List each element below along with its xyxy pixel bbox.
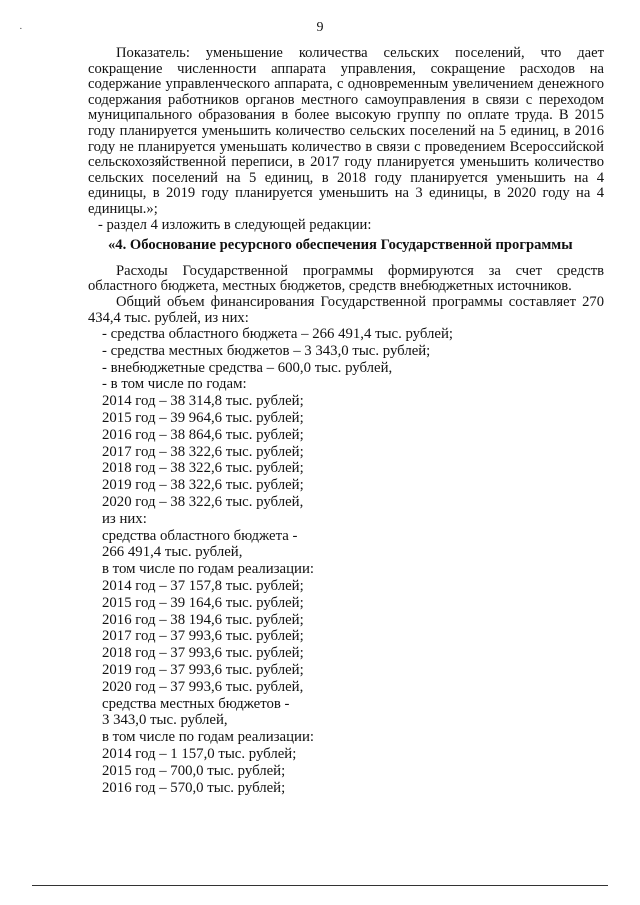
financing-line: 2019 год – 37 993,6 тыс. рублей; [102, 662, 304, 679]
expenses-paragraph: Расходы Государственной программы формируются за счет средств областного бюджета, местных бюджетов, средств внебюджетных источников. [88, 262, 604, 295]
financing-line: 2014 год – 37 157,8 тыс. рублей; [102, 578, 304, 595]
financing-line: 2015 год – 700,0 тыс. рублей; [102, 762, 286, 779]
financing-line: 2017 год – 38 322,6 тыс. рублей; [102, 443, 304, 460]
financing-line: 2020 год – 38 322,6 тыс. рублей, [102, 494, 304, 511]
financing-line: в том числе по годам реализации: [102, 561, 314, 578]
total-paragraph: Общий объем финансирования Государственной программы составляет 270 434,4 тыс. рублей, из них: [88, 293, 604, 326]
financing-line: - средства местных бюджетов – 3 343,0 тыс. рублей; [102, 342, 431, 359]
financing-line: 2014 год – 38 314,8 тыс. рублей; [102, 393, 304, 410]
financing-line: 2016 год – 38 194,6 тыс. рублей; [102, 611, 304, 628]
section-note: - раздел 4 изложить в следующей редакции: [98, 216, 372, 233]
financing-line: 3 343,0 тыс. рублей, [102, 712, 228, 729]
financing-line: 2020 год – 37 993,6 тыс. рублей, [102, 678, 304, 695]
financing-line: - внебюджетные средства – 600,0 тыс. рублей, [102, 359, 393, 376]
financing-line: 2016 год – 38 864,6 тыс. рублей; [102, 426, 304, 443]
financing-line: 2018 год – 37 993,6 тыс. рублей; [102, 645, 304, 662]
financing-line: 2015 год – 39 164,6 тыс. рублей; [102, 594, 304, 611]
financing-line: 2019 год – 38 322,6 тыс. рублей; [102, 477, 304, 494]
financing-list [88, 326, 604, 796]
financing-line: из них: [102, 510, 147, 527]
financing-line: 2014 год – 1 157,0 тыс. рублей; [102, 746, 297, 763]
document-body [88, 46, 604, 796]
page-number: 9 [316, 20, 324, 35]
indicator-paragraph: Показатель: уменьшение количества сельских поселений, что дает сокращение численности аппарата управления, сокращение расходов на содержание управленческого аппарата, с одновременным увеличением денежного содержания работников органов местного самоуправления в связи с переходом муниципального образования в более высокую группу по оплате труда. В 2015 году планируется уменьшить количество сельских поселений на 5 единиц, в 2016 году не планируется уменьшать количество в связи с проведением Всероссийской сельскохозяйственной переписи, в 2017 году планируется уменьшить количество сельских поселений на 5 единиц, в 2018 году планируется уменьшить на 4 единицы, в 2019 году планируется уменьшить на 3 единицы, в 2020 году на 4 единицы.»; [88, 45, 604, 217]
financing-line: 2018 год – 38 322,6 тыс. рублей; [102, 460, 304, 477]
financing-line: 2015 год – 39 964,6 тыс. рублей; [102, 410, 304, 427]
section-heading: «4. Обоснование ресурсного обеспечения Государственной программы [108, 237, 573, 254]
financing-line: 2016 год – 570,0 тыс. рублей; [102, 779, 286, 796]
financing-line: 2017 год – 37 993,6 тыс. рублей; [102, 628, 304, 645]
financing-line: средства областного бюджета - [102, 527, 298, 544]
financing-line: средства местных бюджетов - [102, 695, 290, 712]
scan-mark: · [19, 23, 23, 35]
financing-line: в том числе по годам реализации: [102, 729, 314, 746]
financing-line: - средства областного бюджета – 266 491,4 тыс. рублей; [102, 326, 454, 343]
financing-line: 266 491,4 тыс. рублей, [102, 544, 243, 561]
financing-line: - в том числе по годам: [102, 376, 247, 393]
footer-rule [32, 885, 608, 886]
